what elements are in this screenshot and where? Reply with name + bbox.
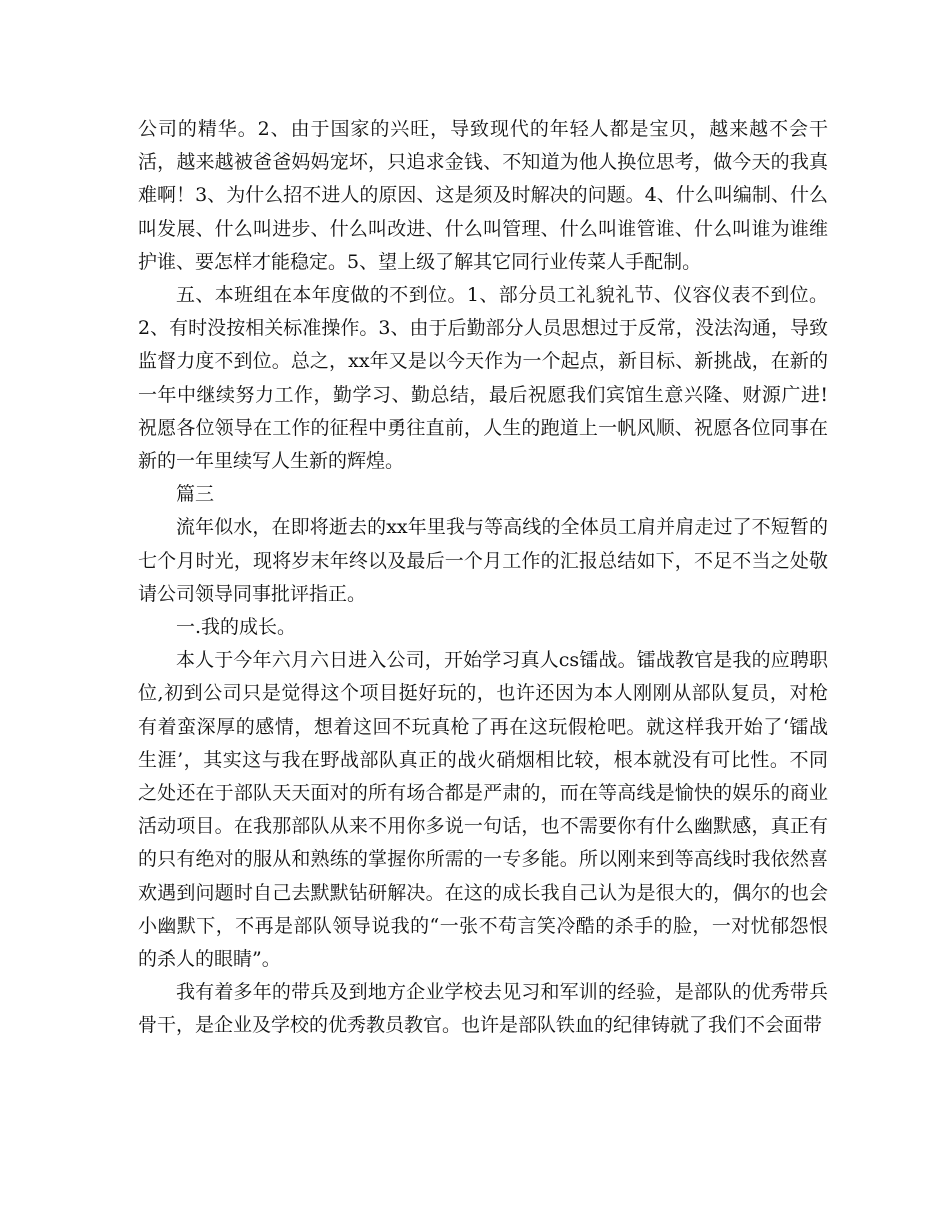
- paragraph-2: 五、本班组在本年度做的不到位。1、部分员工礼貌礼节、仪容仪表不到位。2、有时没按相关标准操作。3、由于后勤部分人员思想过于反常，没法沟通，导致监督力度不到位。总之，xx年又是以今天作为一个起点，新目标、新挑战，在新的一年中继续努力工作，勤学习、勤总结，最后祝愿我们宾馆生意兴隆、财源广进!祝愿各位领导在工作的征程中勇往直前，人生的跑道上一帆风顺、祝愿各位同事在新的一年里续写人生新的辉煌。: [138, 284, 828, 473]
- paragraph-4: 本人于今年六月六日进入公司，开始学习真人cs镭战。镭战教官是我的应聘职位,初到公司只是觉得这个项目挺好玩的，也许还因为本人刚刚从部队复员，对枪有着蛮深厚的感情，想着这回不玩真枪了再在这玩假枪吧。就这样我开始了‘镭战生涯’，其实这与我在野战部队真正的战火硝烟相比较，根本就没有可比性。不同之处还在于部队天天面对的所有场合都是严肃的，而在等高线是愉快的娱乐的商业活动项目。在我那部队从来不用你多说一句话，也不需要你有什么幽默感，真正有的只有绝对的服从和熟练的掌握你所需的一专多能。所以刚来到等高线时我依然喜欢遇到问题时自己去默默钻研解决。在这的成长我自己认为是很大的，偶尔的也会小幽默下，不再是部队领导说我的“一张不苟言笑冷酷的杀手的脸，一对忧郁怨恨的杀人的眼睛”。: [138, 649, 828, 971]
- section-heading: 篇三: [176, 483, 215, 506]
- paragraph-1: 公司的精华。2、由于国家的兴旺，导致现代的年轻人都是宝贝，越来越不会干活，越来越被爸爸妈妈宠坏，只追求金钱、不知道为他人换位思考，做今天的我真难啊！3、为什么招不进人的原因、这是须及时解决的问题。4、什么叫编制、什么叫发展、什么叫进步、什么叫改进、什么叫管理、什么叫谁管谁、什么叫谁为谁维护谁、要怎样才能稳定。5、望上级了解其它同行业传菜人手配制。: [138, 118, 828, 273]
- subheading-growth: 一.我的成长。: [176, 616, 297, 639]
- paragraph-5: 我有着多年的带兵及到地方企业学校去见习和军训的经验，是部队的优秀带兵骨干，是企业及学校的优秀教员教官。也许是部队铁血的纪律铸就了我们不会面带: [138, 981, 828, 1037]
- document-body: [138, 113, 828, 1043]
- paragraph-3: 流年似水，在即将逝去的xx年里我与等高线的全体员工肩并肩走过了不短暂的七个月时光，现将岁末年终以及最后一个月工作的汇报总结如下，不足不当之处敬请公司领导同事批评指正。: [138, 516, 828, 605]
